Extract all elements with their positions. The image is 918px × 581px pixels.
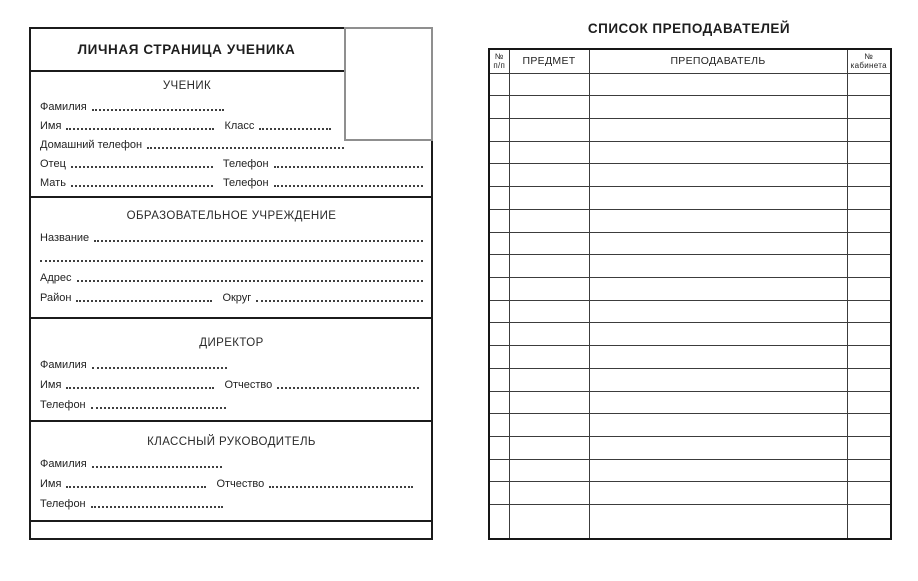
table-cell bbox=[589, 323, 847, 346]
dotted-line bbox=[77, 280, 424, 282]
table-row bbox=[489, 459, 891, 482]
table-cell bbox=[589, 459, 847, 482]
table-row bbox=[489, 255, 891, 278]
header-room-line2: кабинета bbox=[850, 61, 887, 71]
table-cell bbox=[847, 459, 891, 482]
table-cell bbox=[509, 209, 589, 232]
table-cell bbox=[847, 300, 891, 323]
dotted-line bbox=[269, 486, 413, 488]
table-row bbox=[489, 118, 891, 141]
dotted-line bbox=[274, 185, 423, 187]
field-label-mother: Мать bbox=[40, 177, 66, 190]
field-label-teacher-phone: Телефон bbox=[40, 498, 86, 510]
field-label-surname: Фамилия bbox=[40, 100, 87, 113]
field-label-teacher-patronymic: Отчество bbox=[216, 478, 265, 490]
field-label-father: Отец bbox=[40, 158, 66, 171]
table-row bbox=[489, 187, 891, 210]
table-cell bbox=[589, 187, 847, 210]
teachers-table-body bbox=[489, 73, 891, 539]
table-cell bbox=[509, 505, 589, 539]
header-row bbox=[489, 49, 891, 73]
table-cell bbox=[509, 96, 589, 119]
dotted-line bbox=[66, 128, 214, 130]
table-cell bbox=[489, 505, 509, 539]
dotted-line bbox=[71, 166, 213, 168]
table-cell bbox=[847, 482, 891, 505]
table-cell bbox=[509, 73, 589, 96]
field-label-district: Район bbox=[40, 292, 72, 304]
table-row bbox=[489, 300, 891, 323]
field-row-teacher-surname bbox=[40, 454, 423, 474]
table-cell bbox=[489, 73, 509, 96]
table-cell bbox=[489, 209, 509, 232]
table-cell bbox=[847, 118, 891, 141]
dotted-line bbox=[91, 506, 223, 508]
table-cell bbox=[589, 118, 847, 141]
table-row bbox=[489, 209, 891, 232]
table-row bbox=[489, 505, 891, 539]
dotted-line bbox=[76, 300, 212, 302]
dotted-line bbox=[92, 466, 222, 468]
field-label-institution-name: Название bbox=[40, 232, 90, 244]
table-cell bbox=[589, 391, 847, 414]
table-cell bbox=[847, 96, 891, 119]
field-label-director-surname: Фамилия bbox=[40, 359, 87, 371]
field-label-director-phone: Телефон bbox=[40, 399, 86, 411]
field-label-teacher-name: Имя bbox=[40, 478, 62, 490]
table-cell bbox=[489, 391, 509, 414]
field-label-mother-phone: Телефон bbox=[222, 177, 269, 190]
dotted-line bbox=[256, 300, 423, 302]
dotted-line bbox=[92, 367, 227, 369]
dotted-line bbox=[40, 260, 423, 262]
table-cell bbox=[489, 437, 509, 460]
table-cell bbox=[489, 346, 509, 369]
table-cell bbox=[847, 232, 891, 255]
table-row bbox=[489, 391, 891, 414]
table-cell bbox=[589, 209, 847, 232]
left-page-title: ЛИЧНАЯ СТРАНИЦА УЧЕНИКА bbox=[77, 42, 296, 57]
table-cell bbox=[509, 164, 589, 187]
field-row-district bbox=[40, 288, 423, 308]
table-cell bbox=[489, 141, 509, 164]
table-cell bbox=[589, 277, 847, 300]
table-cell bbox=[509, 391, 589, 414]
table-cell bbox=[489, 323, 509, 346]
table-cell bbox=[589, 141, 847, 164]
table-cell bbox=[847, 255, 891, 278]
dotted-line bbox=[274, 166, 423, 168]
table-cell bbox=[509, 141, 589, 164]
table-cell bbox=[847, 141, 891, 164]
dotted-line bbox=[92, 109, 224, 111]
table-cell bbox=[509, 187, 589, 210]
field-row-mother bbox=[40, 174, 423, 193]
table-row bbox=[489, 323, 891, 346]
table-row bbox=[489, 96, 891, 119]
dotted-line bbox=[66, 387, 214, 389]
section-director bbox=[31, 319, 431, 422]
field-label-home-phone: Домашний телефон bbox=[40, 138, 143, 151]
field-row-director-phone bbox=[40, 395, 423, 415]
header-cell-teacher: ПРЕПОДАВАТЕЛЬ bbox=[589, 49, 847, 73]
header-cell-room bbox=[847, 49, 891, 73]
dotted-line bbox=[66, 486, 206, 488]
table-cell bbox=[589, 300, 847, 323]
table-cell bbox=[847, 187, 891, 210]
field-row-father bbox=[40, 155, 423, 174]
table-row bbox=[489, 232, 891, 255]
photo-placeholder-box bbox=[344, 27, 433, 141]
header-room-line1: № bbox=[864, 51, 874, 61]
table-cell bbox=[509, 300, 589, 323]
field-label-father-phone: Телефон bbox=[222, 158, 269, 171]
field-row-director-surname bbox=[40, 355, 423, 375]
table-cell bbox=[509, 459, 589, 482]
table-cell bbox=[847, 164, 891, 187]
table-cell bbox=[489, 482, 509, 505]
table-cell bbox=[589, 505, 847, 539]
table-cell bbox=[489, 187, 509, 210]
table-cell bbox=[489, 414, 509, 437]
dotted-line bbox=[91, 407, 226, 409]
table-row bbox=[489, 437, 891, 460]
table-cell bbox=[509, 277, 589, 300]
dotted-line bbox=[277, 387, 419, 389]
table-cell bbox=[489, 277, 509, 300]
teachers-table-header bbox=[489, 49, 891, 73]
table-cell bbox=[489, 300, 509, 323]
table-cell bbox=[489, 255, 509, 278]
table-cell bbox=[489, 368, 509, 391]
table-cell bbox=[847, 277, 891, 300]
table-cell bbox=[509, 346, 589, 369]
table-cell bbox=[589, 73, 847, 96]
table-cell bbox=[489, 232, 509, 255]
dotted-line bbox=[94, 240, 423, 242]
table-cell bbox=[589, 232, 847, 255]
table-cell bbox=[847, 346, 891, 369]
table-cell bbox=[589, 255, 847, 278]
table-cell bbox=[589, 96, 847, 119]
field-row-teacher-name bbox=[40, 474, 423, 494]
table-cell bbox=[489, 118, 509, 141]
field-row-institution-name bbox=[40, 228, 423, 248]
table-row bbox=[489, 482, 891, 505]
field-label-address: Адрес bbox=[40, 272, 72, 284]
teachers-list-title: СПИСОК ПРЕПОДАВАТЕЛЕЙ bbox=[587, 21, 791, 36]
table-cell bbox=[847, 323, 891, 346]
field-label-teacher-surname: Фамилия bbox=[40, 458, 87, 470]
table-cell bbox=[509, 232, 589, 255]
teachers-table bbox=[488, 48, 892, 540]
table-cell bbox=[509, 323, 589, 346]
table-cell bbox=[589, 414, 847, 437]
field-row-teacher-phone bbox=[40, 494, 423, 514]
table-cell bbox=[509, 437, 589, 460]
table-cell bbox=[847, 505, 891, 539]
dotted-line bbox=[147, 147, 344, 149]
table-cell bbox=[589, 346, 847, 369]
field-label-director-name: Имя bbox=[40, 379, 62, 391]
section-institution-heading: ОБРАЗОВАТЕЛЬНОЕ УЧРЕЖДЕНИЕ bbox=[126, 210, 337, 222]
bottom-empty-strip bbox=[31, 522, 431, 528]
table-row bbox=[489, 346, 891, 369]
table-cell bbox=[847, 414, 891, 437]
table-cell bbox=[589, 437, 847, 460]
table-cell bbox=[847, 73, 891, 96]
table-cell bbox=[489, 164, 509, 187]
table-cell bbox=[489, 459, 509, 482]
field-label-director-patronymic: Отчество bbox=[224, 379, 273, 391]
table-row bbox=[489, 164, 891, 187]
field-label-name: Имя bbox=[40, 119, 62, 132]
table-cell bbox=[509, 255, 589, 278]
field-row-institution-name-cont bbox=[40, 248, 423, 268]
table-cell bbox=[489, 96, 509, 119]
table-row bbox=[489, 277, 891, 300]
table-row bbox=[489, 141, 891, 164]
table-row bbox=[489, 73, 891, 96]
field-row-address bbox=[40, 268, 423, 288]
section-institution bbox=[31, 198, 431, 319]
table-row bbox=[489, 368, 891, 391]
field-label-okrug: Округ bbox=[222, 292, 252, 304]
table-cell bbox=[847, 437, 891, 460]
table-cell bbox=[847, 368, 891, 391]
dotted-line bbox=[259, 128, 331, 130]
section-student-heading: УЧЕНИК bbox=[162, 80, 212, 92]
table-cell bbox=[509, 118, 589, 141]
header-cell-number bbox=[489, 49, 509, 73]
table-cell bbox=[509, 368, 589, 391]
field-label-class: Класс bbox=[224, 119, 255, 132]
section-director-heading: ДИРЕКТОР bbox=[199, 337, 264, 349]
table-cell bbox=[509, 482, 589, 505]
header-number-line1: № bbox=[494, 51, 504, 61]
header-cell-subject: ПРЕДМЕТ bbox=[509, 49, 589, 73]
table-cell bbox=[589, 164, 847, 187]
dotted-line bbox=[71, 185, 213, 187]
student-personal-page bbox=[29, 27, 433, 540]
section-class-teacher bbox=[31, 422, 431, 522]
table-cell bbox=[847, 391, 891, 414]
table-cell bbox=[589, 368, 847, 391]
header-number-line2: п/п bbox=[493, 61, 506, 71]
table-cell bbox=[847, 209, 891, 232]
field-row-director-name bbox=[40, 375, 423, 395]
table-cell bbox=[509, 414, 589, 437]
table-cell bbox=[589, 482, 847, 505]
table-row bbox=[489, 414, 891, 437]
section-class-teacher-heading: КЛАССНЫЙ РУКОВОДИТЕЛЬ bbox=[147, 436, 316, 448]
